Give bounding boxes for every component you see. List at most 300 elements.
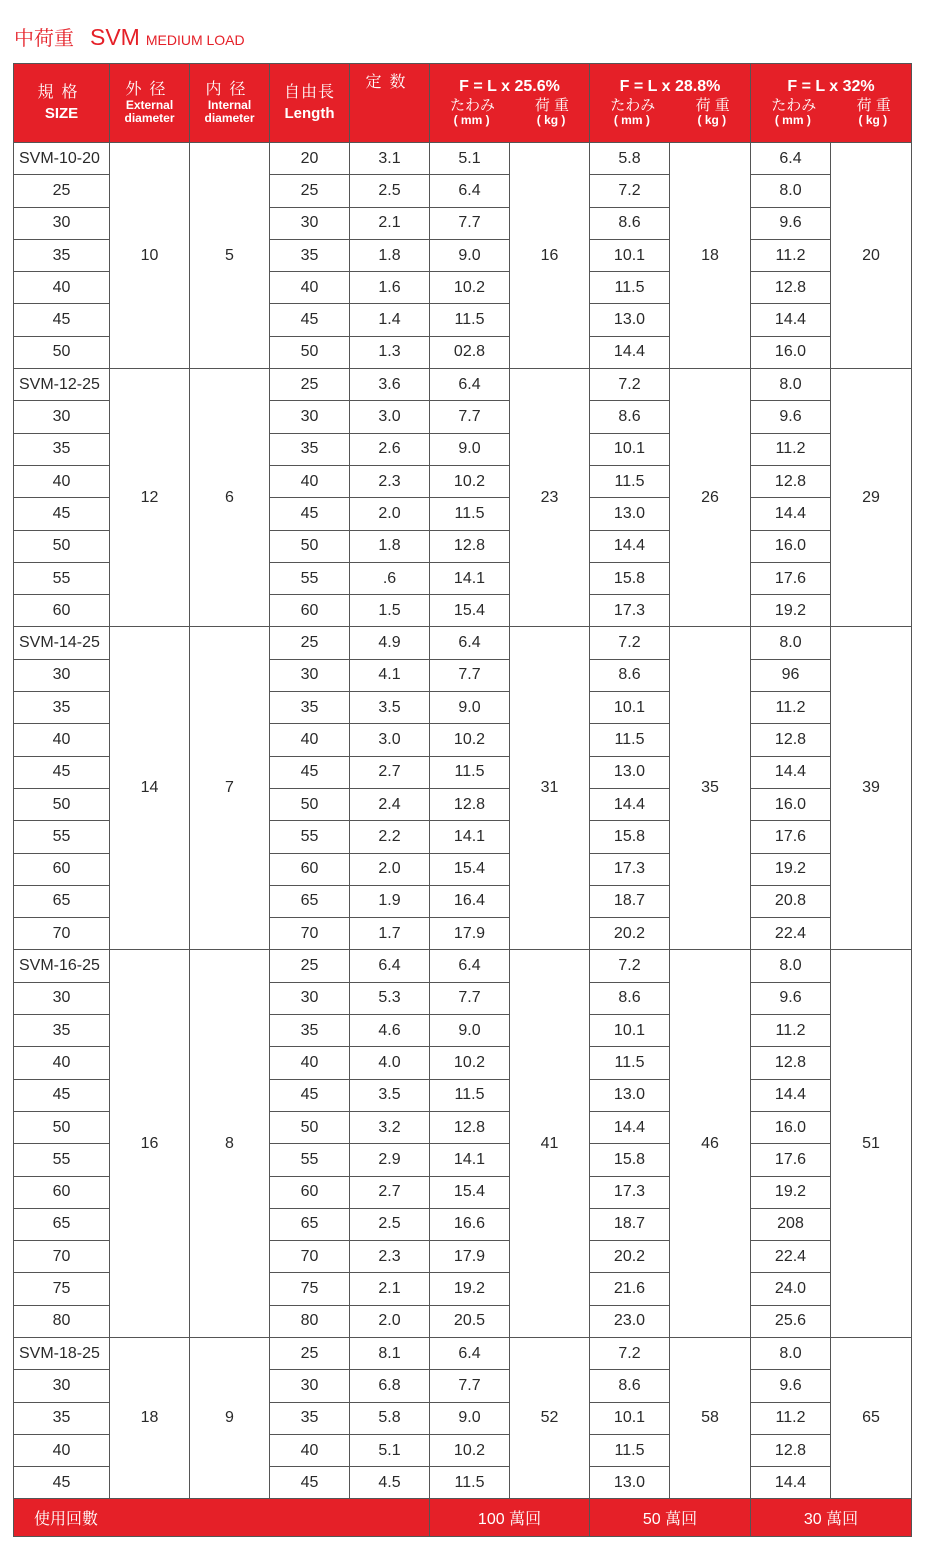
deflection-32-cell: 8.0: [751, 1337, 831, 1369]
deflection-28-cell: 13.0: [590, 1079, 670, 1111]
deflection-25-cell: 7.7: [430, 982, 510, 1014]
deflection-28-cell: 8.6: [590, 1370, 670, 1402]
length-cell: 65: [270, 1208, 350, 1240]
constant-cell: 3.0: [350, 401, 430, 433]
load-25-cell: 41: [510, 950, 590, 1338]
constant-cell: 6.8: [350, 1370, 430, 1402]
load-25-cell: 31: [510, 627, 590, 950]
deflection-28-cell: 10.1: [590, 692, 670, 724]
size-cell: 35: [14, 433, 110, 465]
size-cell: SVM-18-25: [14, 1337, 110, 1369]
size-cell: 45: [14, 304, 110, 336]
constant-cell: 1.9: [350, 885, 430, 917]
deflection-25-cell: 10.2: [430, 465, 510, 497]
size-cell: 35: [14, 1015, 110, 1047]
deflection-32-cell: 22.4: [751, 918, 831, 950]
deflection-25-cell: 12.8: [430, 788, 510, 820]
size-cell: 30: [14, 1370, 110, 1402]
deflection-32-cell: 19.2: [751, 853, 831, 885]
size-cell: 60: [14, 595, 110, 627]
constant-cell: 4.5: [350, 1467, 430, 1499]
size-cell: 40: [14, 724, 110, 756]
deflection-25-cell: 7.7: [430, 207, 510, 239]
length-cell: 30: [270, 1370, 350, 1402]
deflection-28-cell: 17.3: [590, 853, 670, 885]
deflection-32-cell: 9.6: [751, 401, 831, 433]
title-subtitle: MEDIUM LOAD: [145, 32, 245, 48]
size-cell: 80: [14, 1305, 110, 1337]
deflection-32-cell: 11.2: [751, 1402, 831, 1434]
header-row: [14, 64, 912, 143]
deflection-28-cell: 11.5: [590, 724, 670, 756]
deflection-28-cell: 11.5: [590, 272, 670, 304]
outer-diameter-cell: 14: [110, 627, 190, 950]
length-cell: 35: [270, 1402, 350, 1434]
size-cell: SVM-16-25: [14, 950, 110, 982]
size-cell: 30: [14, 659, 110, 691]
constant-cell: 3.5: [350, 692, 430, 724]
deflection-25-cell: 02.8: [430, 336, 510, 368]
deflection-28-cell: 20.2: [590, 918, 670, 950]
length-cell: 60: [270, 1176, 350, 1208]
size-cell: 35: [14, 239, 110, 271]
deflection-25-cell: 15.4: [430, 1176, 510, 1208]
table-row: [14, 1337, 912, 1369]
size-cell: 45: [14, 498, 110, 530]
header-size: 規格 SIZE: [14, 64, 110, 143]
header-constant: 定数: [350, 64, 430, 143]
length-cell: 55: [270, 1144, 350, 1176]
size-cell: 40: [14, 272, 110, 304]
load-25-cell: 16: [510, 143, 590, 369]
length-cell: 50: [270, 788, 350, 820]
size-cell: 65: [14, 1208, 110, 1240]
length-cell: 80: [270, 1305, 350, 1337]
length-cell: 30: [270, 982, 350, 1014]
deflection-25-cell: 6.4: [430, 950, 510, 982]
length-cell: 40: [270, 272, 350, 304]
deflection-28-cell: 11.5: [590, 465, 670, 497]
length-cell: 45: [270, 304, 350, 336]
size-cell: 35: [14, 692, 110, 724]
deflection-28-cell: 15.8: [590, 562, 670, 594]
deflection-28-cell: 10.1: [590, 433, 670, 465]
deflection-32-cell: 208: [751, 1208, 831, 1240]
deflection-28-cell: 13.0: [590, 498, 670, 530]
constant-cell: 2.7: [350, 1176, 430, 1208]
constant-cell: 1.8: [350, 239, 430, 271]
constant-cell: 4.0: [350, 1047, 430, 1079]
size-cell: 50: [14, 530, 110, 562]
deflection-25-cell: 5.1: [430, 143, 510, 175]
deflection-25-cell: 16.6: [430, 1208, 510, 1240]
deflection-28-cell: 11.5: [590, 1047, 670, 1079]
deflection-28-cell: 8.6: [590, 659, 670, 691]
constant-cell: 2.6: [350, 433, 430, 465]
deflection-28-cell: 20.2: [590, 1241, 670, 1273]
size-cell: 35: [14, 1402, 110, 1434]
constant-cell: 1.4: [350, 304, 430, 336]
deflection-25-cell: 7.7: [430, 659, 510, 691]
deflection-28-cell: 8.6: [590, 207, 670, 239]
deflection-32-cell: 20.8: [751, 885, 831, 917]
size-cell: 60: [14, 1176, 110, 1208]
deflection-25-cell: 9.0: [430, 433, 510, 465]
load-25-cell: 23: [510, 369, 590, 627]
length-cell: 45: [270, 1467, 350, 1499]
length-cell: 50: [270, 1111, 350, 1143]
footer-label: 使用回數: [14, 1499, 430, 1537]
deflection-32-cell: 9.6: [751, 207, 831, 239]
deflection-25-cell: 15.4: [430, 595, 510, 627]
length-cell: 25: [270, 175, 350, 207]
deflection-28-cell: 15.8: [590, 1144, 670, 1176]
deflection-25-cell: 14.1: [430, 1144, 510, 1176]
load-32-cell: 20: [831, 143, 912, 369]
deflection-32-cell: 8.0: [751, 175, 831, 207]
length-cell: 75: [270, 1273, 350, 1305]
deflection-28-cell: 17.3: [590, 595, 670, 627]
load-28-cell: 58: [670, 1337, 751, 1498]
deflection-28-cell: 13.0: [590, 1467, 670, 1499]
deflection-28-cell: 18.7: [590, 1208, 670, 1240]
deflection-25-cell: 10.2: [430, 272, 510, 304]
deflection-25-cell: 15.4: [430, 853, 510, 885]
deflection-28-cell: 23.0: [590, 1305, 670, 1337]
length-cell: 30: [270, 659, 350, 691]
deflection-28-cell: 18.7: [590, 885, 670, 917]
deflection-25-cell: 10.2: [430, 1047, 510, 1079]
length-cell: 40: [270, 724, 350, 756]
deflection-32-cell: 8.0: [751, 627, 831, 659]
constant-cell: 3.2: [350, 1111, 430, 1143]
constant-cell: 2.3: [350, 1241, 430, 1273]
constant-cell: .6: [350, 562, 430, 594]
deflection-25-cell: 10.2: [430, 724, 510, 756]
table-row: [14, 143, 912, 175]
length-cell: 35: [270, 1015, 350, 1047]
length-cell: 55: [270, 562, 350, 594]
length-cell: 55: [270, 821, 350, 853]
load-32-cell: 51: [831, 950, 912, 1338]
deflection-25-cell: 20.5: [430, 1305, 510, 1337]
length-cell: 50: [270, 336, 350, 368]
size-cell: 50: [14, 1111, 110, 1143]
deflection-28-cell: 11.5: [590, 1434, 670, 1466]
constant-cell: 2.2: [350, 821, 430, 853]
size-cell: 70: [14, 1241, 110, 1273]
deflection-28-cell: 5.8: [590, 143, 670, 175]
deflection-32-cell: 25.6: [751, 1305, 831, 1337]
deflection-32-cell: 16.0: [751, 1111, 831, 1143]
size-cell: 55: [14, 1144, 110, 1176]
header-group-2: F = L x 28.8% たわみ 荷 重 ( mm ) ( kg ): [590, 64, 751, 143]
load-25-cell: 52: [510, 1337, 590, 1498]
deflection-32-cell: 12.8: [751, 465, 831, 497]
constant-cell: 2.1: [350, 207, 430, 239]
constant-cell: 3.0: [350, 724, 430, 756]
inner-diameter-cell: 8: [190, 950, 270, 1338]
deflection-28-cell: 7.2: [590, 950, 670, 982]
deflection-32-cell: 8.0: [751, 950, 831, 982]
load-32-cell: 65: [831, 1337, 912, 1498]
constant-cell: 2.4: [350, 788, 430, 820]
constant-cell: 3.6: [350, 369, 430, 401]
length-cell: 35: [270, 692, 350, 724]
table-row: [14, 627, 912, 659]
size-cell: 55: [14, 821, 110, 853]
size-cell: 45: [14, 1079, 110, 1111]
size-cell: 40: [14, 1047, 110, 1079]
deflection-25-cell: 11.5: [430, 756, 510, 788]
footer-row: [14, 1499, 912, 1537]
deflection-28-cell: 14.4: [590, 530, 670, 562]
load-28-cell: 18: [670, 143, 751, 369]
length-cell: 35: [270, 239, 350, 271]
deflection-28-cell: 8.6: [590, 982, 670, 1014]
deflection-25-cell: 6.4: [430, 1337, 510, 1369]
deflection-32-cell: 8.0: [751, 369, 831, 401]
deflection-28-cell: 7.2: [590, 369, 670, 401]
deflection-25-cell: 9.0: [430, 1015, 510, 1047]
constant-cell: 5.8: [350, 1402, 430, 1434]
page-title: [14, 22, 245, 52]
deflection-25-cell: 6.4: [430, 369, 510, 401]
deflection-32-cell: 14.4: [751, 498, 831, 530]
length-cell: 30: [270, 207, 350, 239]
deflection-32-cell: 11.2: [751, 692, 831, 724]
deflection-32-cell: 9.6: [751, 982, 831, 1014]
deflection-25-cell: 6.4: [430, 627, 510, 659]
constant-cell: 3.1: [350, 143, 430, 175]
load-28-cell: 46: [670, 950, 751, 1338]
deflection-25-cell: 6.4: [430, 175, 510, 207]
length-cell: 25: [270, 627, 350, 659]
deflection-28-cell: 17.3: [590, 1176, 670, 1208]
deflection-25-cell: 9.0: [430, 239, 510, 271]
length-cell: 25: [270, 1337, 350, 1369]
constant-cell: 2.0: [350, 498, 430, 530]
footer-cycles-2: 50 萬回: [590, 1499, 751, 1537]
deflection-32-cell: 17.6: [751, 1144, 831, 1176]
size-cell: 45: [14, 1467, 110, 1499]
size-cell: SVM-12-25: [14, 369, 110, 401]
footer-cycles-3: 30 萬回: [751, 1499, 912, 1537]
deflection-28-cell: 13.0: [590, 304, 670, 336]
length-cell: 25: [270, 369, 350, 401]
constant-cell: 2.3: [350, 465, 430, 497]
size-cell: 40: [14, 465, 110, 497]
deflection-25-cell: 9.0: [430, 1402, 510, 1434]
deflection-32-cell: 16.0: [751, 336, 831, 368]
size-cell: 70: [14, 918, 110, 950]
outer-diameter-cell: 12: [110, 369, 190, 627]
length-cell: 40: [270, 1047, 350, 1079]
spec-table: [13, 63, 912, 1537]
length-cell: 65: [270, 885, 350, 917]
inner-diameter-cell: 7: [190, 627, 270, 950]
size-cell: 75: [14, 1273, 110, 1305]
constant-cell: 4.9: [350, 627, 430, 659]
header-group-1: F = L x 25.6% たわみ 荷 重 ( mm ) ( kg ): [430, 64, 590, 143]
deflection-32-cell: 17.6: [751, 821, 831, 853]
constant-cell: 6.4: [350, 950, 430, 982]
load-28-cell: 35: [670, 627, 751, 950]
inner-diameter-cell: 5: [190, 143, 270, 369]
deflection-32-cell: 11.2: [751, 1015, 831, 1047]
inner-diameter-cell: 6: [190, 369, 270, 627]
header-group-3: F = L x 32% たわみ 荷 重 ( mm ) ( kg ): [751, 64, 912, 143]
deflection-25-cell: 11.5: [430, 1079, 510, 1111]
constant-cell: 2.7: [350, 756, 430, 788]
size-cell: 30: [14, 982, 110, 1014]
size-cell: 55: [14, 562, 110, 594]
length-cell: 70: [270, 1241, 350, 1273]
header-length: 自由長 Length: [270, 64, 350, 143]
size-cell: SVM-14-25: [14, 627, 110, 659]
constant-cell: 1.5: [350, 595, 430, 627]
deflection-25-cell: 14.1: [430, 562, 510, 594]
length-cell: 60: [270, 595, 350, 627]
deflection-25-cell: 11.5: [430, 1467, 510, 1499]
deflection-25-cell: 12.8: [430, 1111, 510, 1143]
size-cell: 50: [14, 788, 110, 820]
length-cell: 35: [270, 433, 350, 465]
deflection-25-cell: 12.8: [430, 530, 510, 562]
constant-cell: 2.0: [350, 853, 430, 885]
deflection-28-cell: 8.6: [590, 401, 670, 433]
deflection-28-cell: 10.1: [590, 239, 670, 271]
length-cell: 45: [270, 498, 350, 530]
title-jp: 中荷重: [14, 28, 74, 50]
size-cell: 30: [14, 207, 110, 239]
length-cell: 50: [270, 530, 350, 562]
deflection-28-cell: 14.4: [590, 336, 670, 368]
constant-cell: 2.1: [350, 1273, 430, 1305]
outer-diameter-cell: 10: [110, 143, 190, 369]
deflection-25-cell: 17.9: [430, 1241, 510, 1273]
length-cell: 60: [270, 853, 350, 885]
size-cell: 25: [14, 175, 110, 207]
deflection-28-cell: 15.8: [590, 821, 670, 853]
deflection-28-cell: 10.1: [590, 1402, 670, 1434]
length-cell: 70: [270, 918, 350, 950]
deflection-25-cell: 7.7: [430, 401, 510, 433]
deflection-32-cell: 24.0: [751, 1273, 831, 1305]
constant-cell: 2.9: [350, 1144, 430, 1176]
deflection-32-cell: 14.4: [751, 1467, 831, 1499]
constant-cell: 1.8: [350, 530, 430, 562]
deflection-32-cell: 16.0: [751, 788, 831, 820]
footer-cycles-1: 100 萬回: [430, 1499, 590, 1537]
deflection-32-cell: 19.2: [751, 595, 831, 627]
deflection-28-cell: 14.4: [590, 788, 670, 820]
size-cell: 45: [14, 756, 110, 788]
inner-diameter-cell: 9: [190, 1337, 270, 1498]
deflection-32-cell: 16.0: [751, 530, 831, 562]
deflection-25-cell: 7.7: [430, 1370, 510, 1402]
constant-cell: 1.3: [350, 336, 430, 368]
size-cell: SVM-10-20: [14, 143, 110, 175]
deflection-28-cell: 7.2: [590, 175, 670, 207]
table-row: [14, 369, 912, 401]
outer-diameter-cell: 16: [110, 950, 190, 1338]
deflection-32-cell: 19.2: [751, 1176, 831, 1208]
deflection-25-cell: 10.2: [430, 1434, 510, 1466]
constant-cell: 4.6: [350, 1015, 430, 1047]
title-code: SVM: [90, 24, 140, 50]
size-cell: 30: [14, 401, 110, 433]
deflection-25-cell: 11.5: [430, 304, 510, 336]
constant-cell: 1.6: [350, 272, 430, 304]
length-cell: 40: [270, 1434, 350, 1466]
constant-cell: 2.5: [350, 1208, 430, 1240]
deflection-32-cell: 14.4: [751, 1079, 831, 1111]
deflection-25-cell: 14.1: [430, 821, 510, 853]
deflection-25-cell: 11.5: [430, 498, 510, 530]
constant-cell: 4.1: [350, 659, 430, 691]
constant-cell: 3.5: [350, 1079, 430, 1111]
deflection-28-cell: 13.0: [590, 756, 670, 788]
deflection-32-cell: 14.4: [751, 756, 831, 788]
size-cell: 40: [14, 1434, 110, 1466]
length-cell: 25: [270, 950, 350, 982]
header-external: 外径 External diameter: [110, 64, 190, 143]
length-cell: 40: [270, 465, 350, 497]
deflection-28-cell: 14.4: [590, 1111, 670, 1143]
length-cell: 45: [270, 1079, 350, 1111]
constant-cell: 2.5: [350, 175, 430, 207]
deflection-25-cell: 17.9: [430, 918, 510, 950]
size-cell: 50: [14, 336, 110, 368]
deflection-32-cell: 9.6: [751, 1370, 831, 1402]
deflection-25-cell: 16.4: [430, 885, 510, 917]
deflection-32-cell: 12.8: [751, 1434, 831, 1466]
outer-diameter-cell: 18: [110, 1337, 190, 1498]
deflection-32-cell: 12.8: [751, 724, 831, 756]
deflection-28-cell: 21.6: [590, 1273, 670, 1305]
deflection-25-cell: 9.0: [430, 692, 510, 724]
size-cell: 65: [14, 885, 110, 917]
constant-cell: 2.0: [350, 1305, 430, 1337]
deflection-32-cell: 14.4: [751, 304, 831, 336]
deflection-32-cell: 11.2: [751, 239, 831, 271]
deflection-32-cell: 96: [751, 659, 831, 691]
table-body: [14, 143, 912, 1499]
deflection-32-cell: 11.2: [751, 433, 831, 465]
size-cell: 60: [14, 853, 110, 885]
constant-cell: 8.1: [350, 1337, 430, 1369]
load-32-cell: 39: [831, 627, 912, 950]
length-cell: 20: [270, 143, 350, 175]
load-32-cell: 29: [831, 369, 912, 627]
deflection-28-cell: 7.2: [590, 1337, 670, 1369]
deflection-32-cell: 12.8: [751, 272, 831, 304]
constant-cell: 5.1: [350, 1434, 430, 1466]
deflection-28-cell: 10.1: [590, 1015, 670, 1047]
length-cell: 45: [270, 756, 350, 788]
load-28-cell: 26: [670, 369, 751, 627]
deflection-32-cell: 12.8: [751, 1047, 831, 1079]
deflection-28-cell: 7.2: [590, 627, 670, 659]
deflection-32-cell: 6.4: [751, 143, 831, 175]
deflection-32-cell: 17.6: [751, 562, 831, 594]
length-cell: 30: [270, 401, 350, 433]
table-row: [14, 950, 912, 982]
constant-cell: 5.3: [350, 982, 430, 1014]
deflection-25-cell: 19.2: [430, 1273, 510, 1305]
deflection-32-cell: 22.4: [751, 1241, 831, 1273]
